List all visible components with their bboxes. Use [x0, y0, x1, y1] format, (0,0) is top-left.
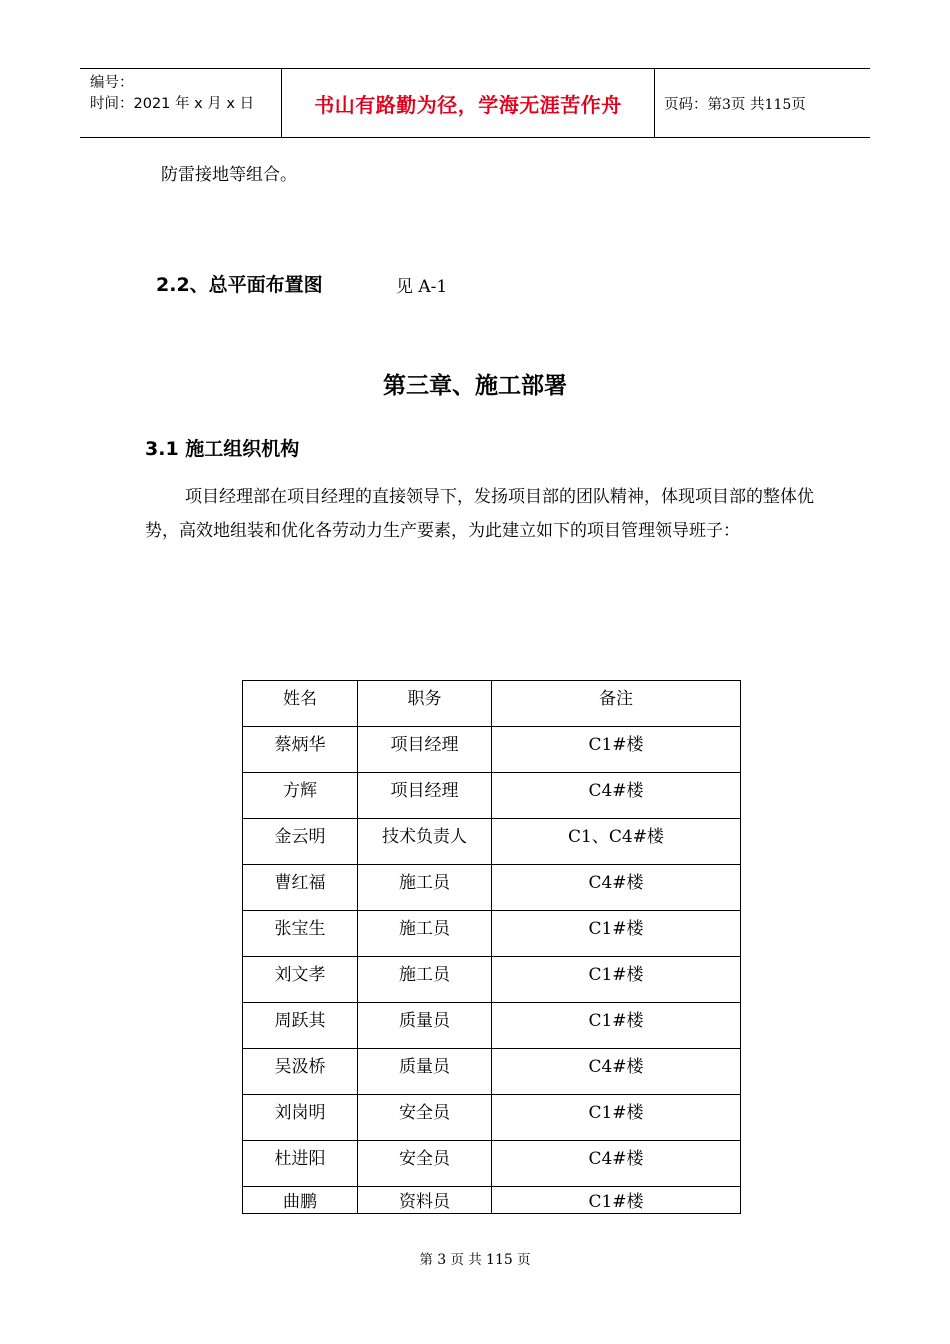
- section-22-title: 2.2、总平面布置图: [156, 274, 323, 296]
- table-cell: 周跃其: [243, 1003, 358, 1049]
- table-cell: 刘文孝: [243, 957, 358, 1003]
- table-cell: 金云明: [243, 819, 358, 865]
- table-row: [243, 865, 741, 911]
- table-cell: 技术负责人: [358, 819, 492, 865]
- page-current: 3: [722, 97, 731, 113]
- table-header-row: [243, 681, 741, 727]
- table-cell: 施工员: [358, 865, 492, 911]
- section-22-note: 见 A-1: [396, 277, 448, 297]
- table-cell: 曹红福: [243, 865, 358, 911]
- header-motto: 书山有路勤为径，学海无涯苦作舟: [314, 93, 622, 117]
- table-cell: C1#楼: [492, 1095, 741, 1141]
- table-cell: C1#楼: [492, 911, 741, 957]
- intro-paragraph: 项目经理部在项目经理的直接领导下，发扬项目部的团队精神，体现项目部的整体优势，高效地组装和优化各劳动力生产要素，为此建立如下的项目管理领导班子：: [145, 487, 814, 541]
- table-cell: 质量员: [358, 1003, 492, 1049]
- table-cell: 方辉: [243, 773, 358, 819]
- table-cell: C4#楼: [492, 865, 741, 911]
- table-cell: 施工员: [358, 911, 492, 957]
- table-cell: C1#楼: [492, 1003, 741, 1049]
- section-31-title: 3.1 施工组织机构: [145, 438, 300, 460]
- footer-current: 3: [437, 1252, 447, 1268]
- table-cell: 张宝生: [243, 911, 358, 957]
- header-cell: 备注: [492, 681, 741, 727]
- table-cell: C4#楼: [492, 1141, 741, 1187]
- table-cell: 质量员: [358, 1049, 492, 1095]
- table-row: [243, 1187, 741, 1214]
- table-cell: 曲鹏: [243, 1187, 358, 1214]
- table-cell: C4#楼: [492, 1049, 741, 1095]
- footer-middle: 页 共: [450, 1252, 482, 1268]
- page-label-middle: 页 共: [730, 97, 765, 113]
- table-cell: C4#楼: [492, 773, 741, 819]
- page-label-prefix: 页码：第: [664, 97, 722, 113]
- table-row: [243, 727, 741, 773]
- table-cell: 资料员: [358, 1187, 492, 1214]
- time-label: 时间：2021 年 x 月 x 日: [90, 96, 255, 112]
- page-total: 115: [764, 97, 792, 113]
- table-cell: 蔡炳华: [243, 727, 358, 773]
- table-cell: 施工员: [358, 957, 492, 1003]
- table-cell: 杜进阳: [243, 1141, 358, 1187]
- table-cell: 项目经理: [358, 773, 492, 819]
- table-row: [243, 1003, 741, 1049]
- header-meta: [90, 73, 254, 115]
- footer-prefix: 第: [419, 1252, 433, 1268]
- header-cell: 姓名: [243, 681, 358, 727]
- table-cell: C1#楼: [492, 727, 741, 773]
- table-row: [243, 957, 741, 1003]
- table-row: [243, 1095, 741, 1141]
- table-row: [243, 911, 741, 957]
- continued-text: 防雷接地等组合。: [161, 165, 297, 185]
- table-cell: C1#楼: [492, 957, 741, 1003]
- table-cell: C1、C4#楼: [492, 819, 741, 865]
- table-row: [243, 773, 741, 819]
- table-row: [243, 1141, 741, 1187]
- header-cell: 职务: [358, 681, 492, 727]
- table-cell: 吴汲桥: [243, 1049, 358, 1095]
- table-row: [243, 1049, 741, 1095]
- table-cell: C1#楼: [492, 1187, 741, 1214]
- table-cell: 安全员: [358, 1095, 492, 1141]
- table-cell: 安全员: [358, 1141, 492, 1187]
- table-cell: 刘岗明: [243, 1095, 358, 1141]
- page-footer: [0, 1248, 950, 1268]
- table-cell: 项目经理: [358, 727, 492, 773]
- page-label-suffix: 页: [791, 97, 806, 113]
- footer-suffix: 页: [517, 1252, 531, 1268]
- header-page-info: [664, 93, 806, 114]
- chapter-title: 第三章、施工部署: [383, 373, 567, 399]
- serial-label: 编号：: [90, 75, 134, 91]
- page-header: [80, 68, 870, 138]
- staff-table: [242, 680, 741, 1214]
- footer-total: 115: [486, 1252, 513, 1268]
- header-divider: [654, 69, 655, 137]
- table-row: [243, 819, 741, 865]
